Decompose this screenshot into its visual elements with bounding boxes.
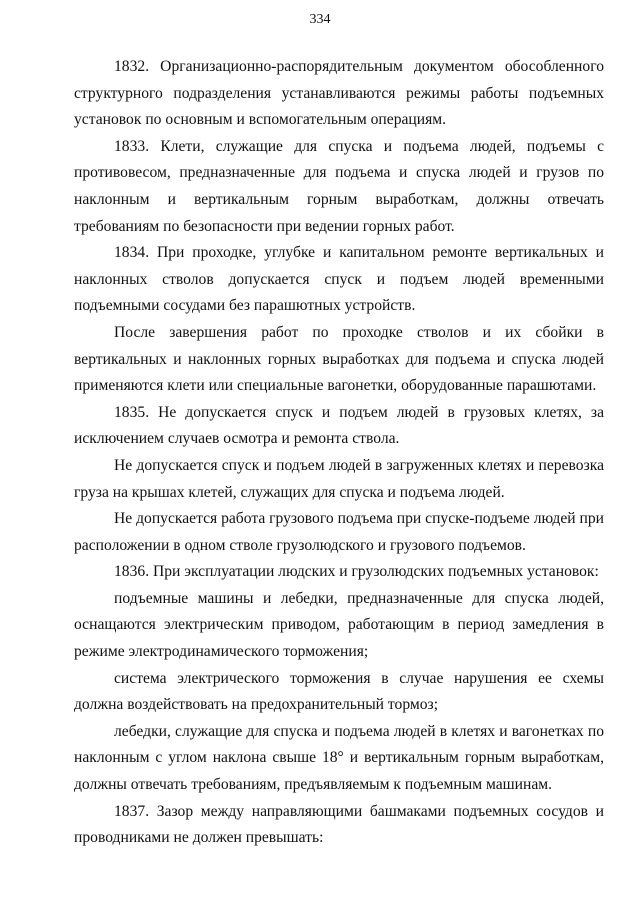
paragraph-1832: 1832. Организационно-распорядительным документом обособленного структурного подразделения устанавливаются режимы работы подъемных установок по основным и вспомогательным операциям. [74, 58, 604, 129]
paragraph-1835: 1835. Не допускается спуск и подъем людей в грузовых клетях, за исключением случаев осмотра и ремонта ствола. [74, 403, 604, 448]
document-body [74, 54, 604, 852]
page-number: 334 [309, 12, 331, 27]
paragraph-1836-hoist-machines: подъемные машины и лебедки, предназначенные для спуска людей, оснащаются электрическим приводом, работающим в период замедления в режиме электродинамического торможения; [74, 589, 604, 661]
paragraph-1836: 1836. При эксплуатации людских и грузолюдских подъемных установок: [114, 563, 599, 581]
paragraph-1834: 1834. При проходке, углубке и капитальном ремонте вертикальных и наклонных стволов допускается спуск и подъем людей временными подъемными сосудами без парашютных устройств. [74, 244, 604, 315]
paragraph-1836-braking-system: система электрического торможения в случае нарушения ее схемы должна воздействовать на предохранительный тормоз; [74, 669, 604, 714]
paragraph-1835-loaded-cages: Не допускается спуск и подъем людей в загруженных клетях и перевозка груза на крышах клетей, служащих для спуска и подъема людей. [74, 456, 604, 501]
paragraph-1834-continued: После завершения работ по проходке стволов и их сбойки в вертикальных и наклонных горных выработках для подъема и спуска людей применяются клети или специальные вагонетки, оборудованные парашютами. [74, 323, 604, 395]
paragraph-1833: 1833. Клети, служащие для спуска и подъема людей, подъемы с противовесом, предназначенные для подъема и спуска людей и грузов по наклонным и вертикальным горным выработкам, должны отвечать требованиям по безопасности при ведении горных работ. [74, 137, 604, 235]
paragraph-1836-winches: лебедки, служащие для спуска и подъема людей в клетях и вагонетках по наклонным с углом наклона свыше 18° и вертикальным горным выработкам, должны отвечать требованиям, предъявляемым к подъемным машинам. [74, 722, 604, 794]
paragraph-1837: 1837. Зазор между направляющими башмаками подъемных сосудов и проводниками не должен превышать: [74, 802, 604, 847]
paragraph-1835-cargo-hoist: Не допускается работа грузового подъема при спуске-подъеме людей при расположении в одном стволе грузолюдского и грузового подъемов. [74, 510, 604, 554]
